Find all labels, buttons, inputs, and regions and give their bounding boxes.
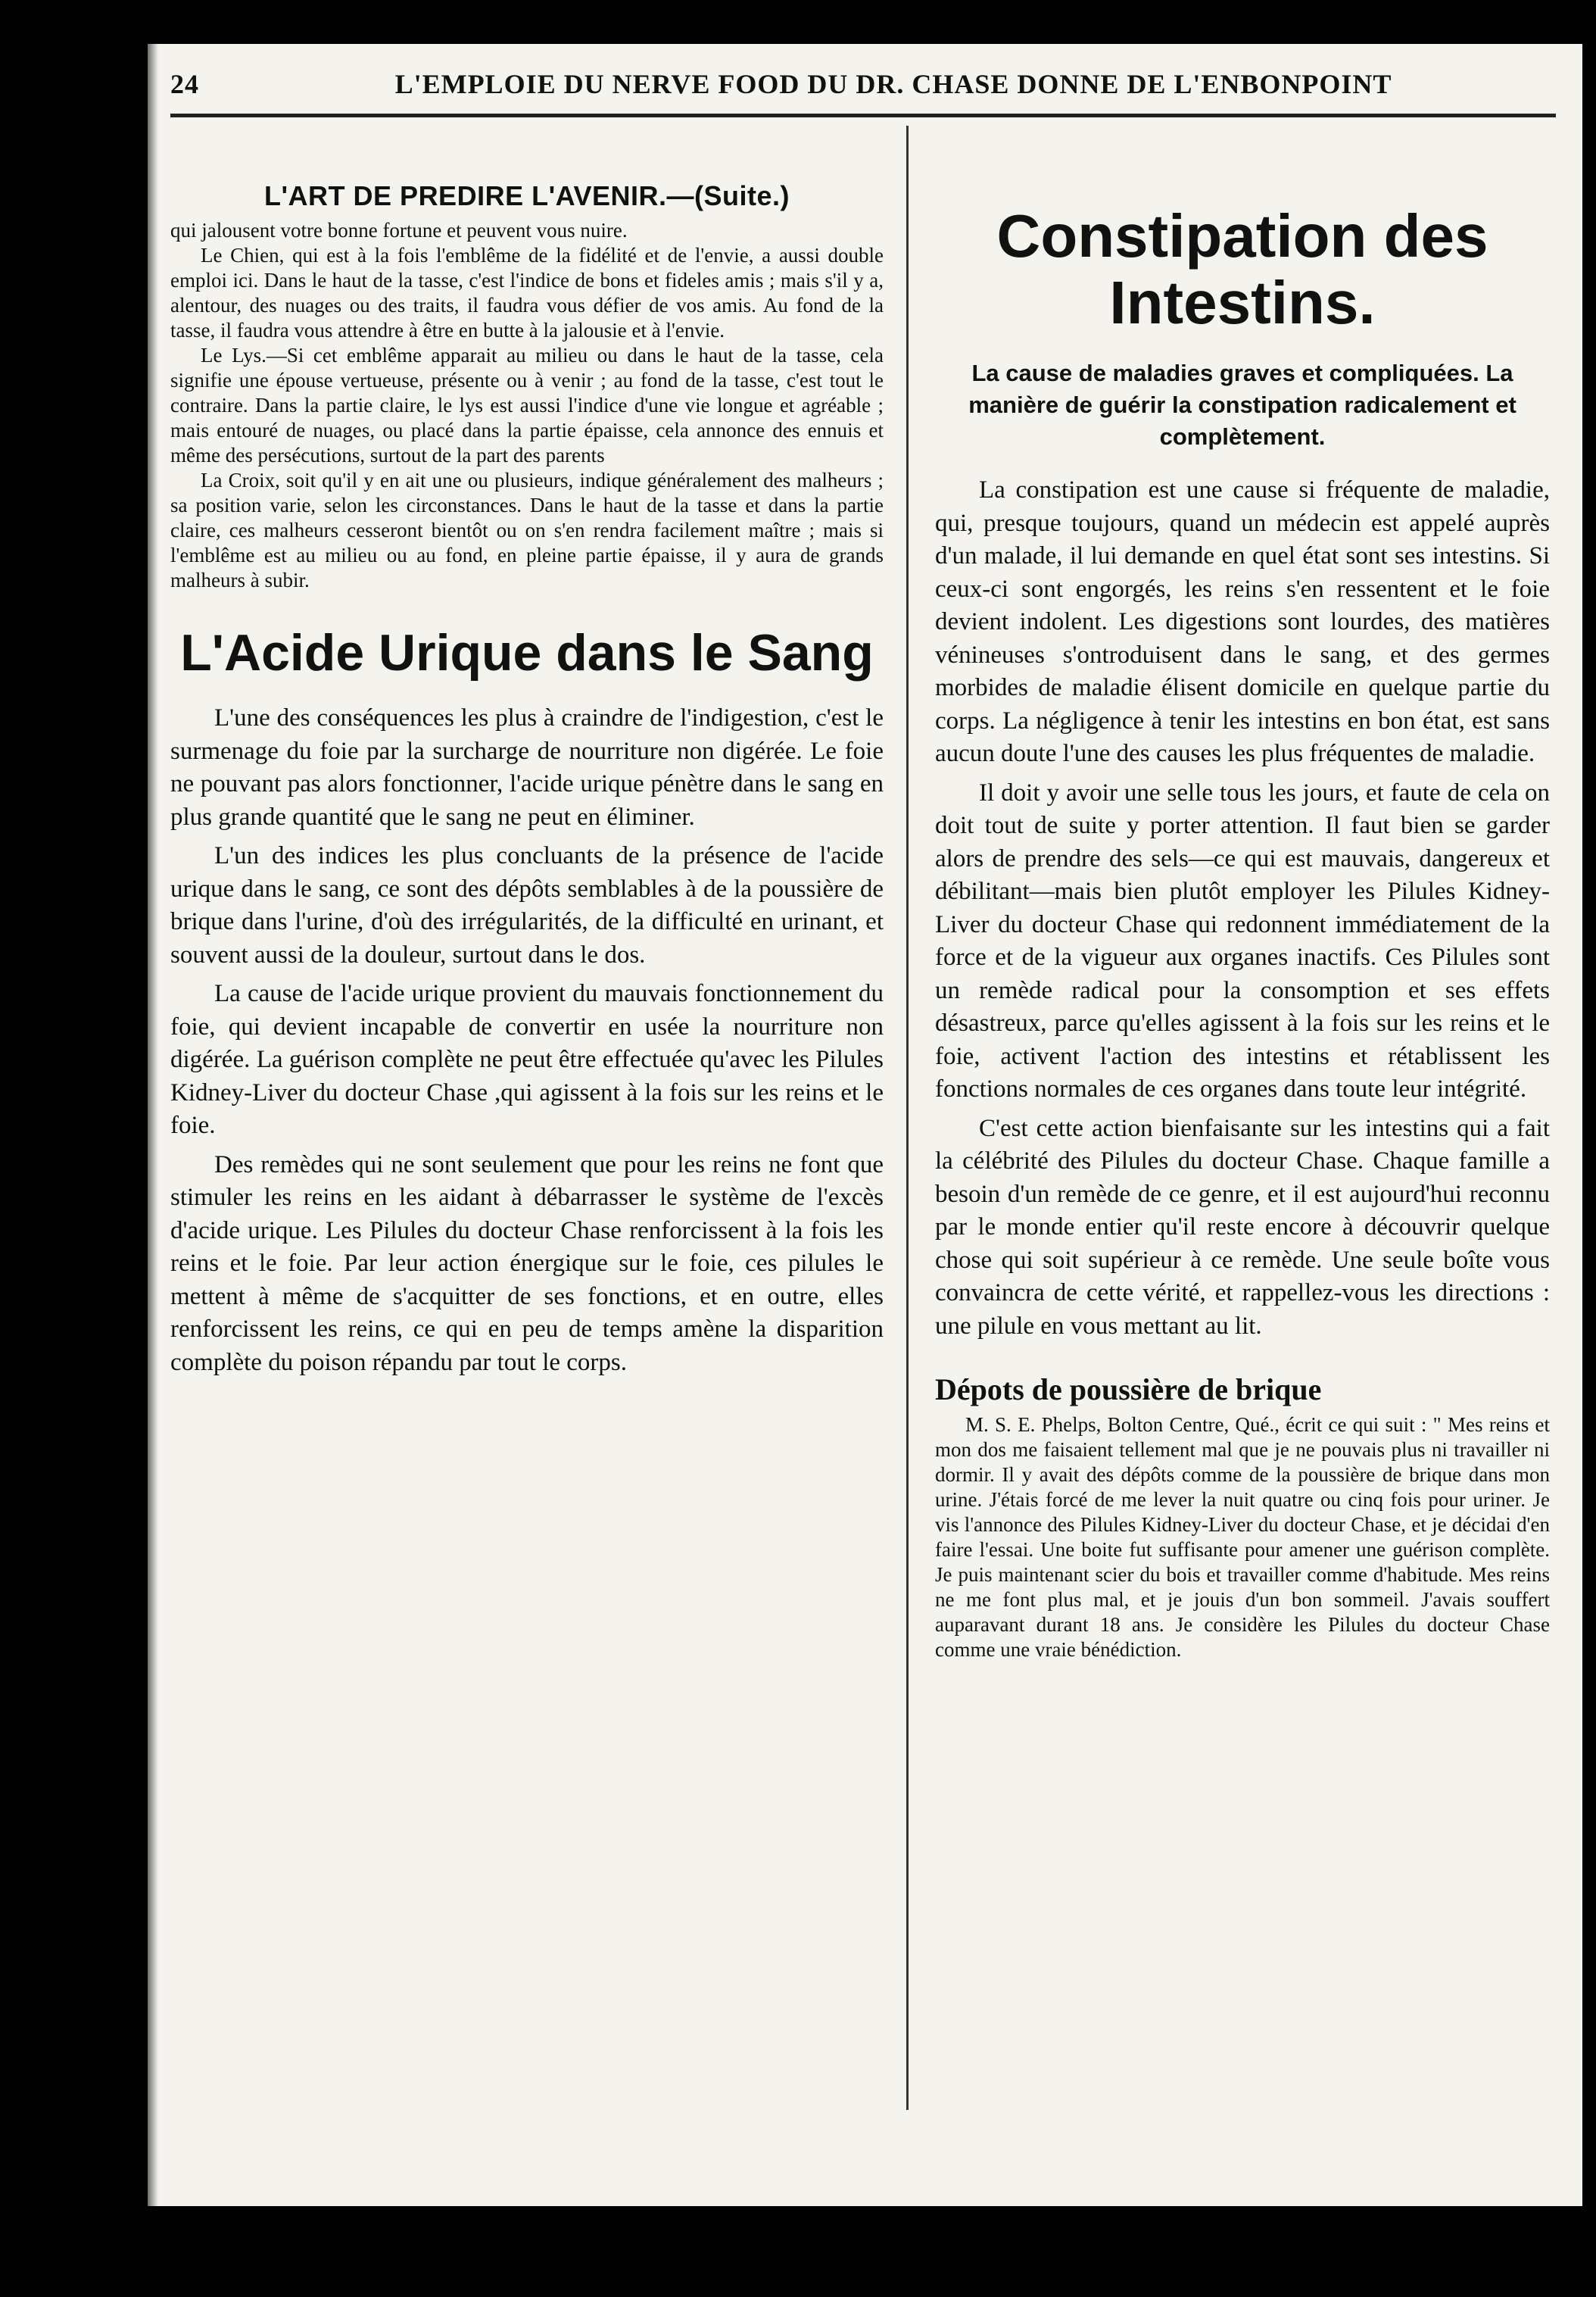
article-subtitle-constipation: La cause de maladies graves et compliquées. La manière de guérir la constipation radicalement et complètement.: [968, 360, 1517, 450]
article-body-constipation: [935, 474, 1550, 1343]
page-number: 24: [170, 69, 199, 99]
continuation-paragraph: qui jalousent votre bonne fortune et peuvent vous nuire.: [170, 219, 628, 242]
article-paragraph: C'est cette action bienfaisante sur les intestins qui a fait la célébrité des Pilules du docteur Chase. Chaque famille a besoin d'un remède de ce genre, et il est aujourd'hui reconnu par le monde entier qu'il reste encore à découvrir quelque chose qui soit supérieur à ce remède. Une seule boîte vous convaincra de cette vérité, et rappellez-vous les directions : une pilule en vous mettant au lit.: [935, 1114, 1550, 1340]
article-title-constipation: Constipation des Intestins.: [996, 202, 1488, 336]
header-rule: [170, 114, 1556, 117]
running-head: [170, 68, 1556, 100]
article-paragraph: L'un des indices les plus concluants de la présence de l'acide urique dans le sang, ce sont des dépôts semblables à de la poussière de brique dans l'urine, d'où des irrégularités, de la difficulté en urinant, et souvent aussi de la douleur, surtout dans le dos.: [170, 842, 884, 969]
testimonial-paragraph: M. S. E. Phelps, Bolton Centre, Qué., écrit ce qui suit : " Mes reins et mon dos me faisaient tellement mal que je ne pouvais plus ni travailler ni dormir. Il y avait des dépôts comme de la poussière de brique dans mon urine. J'étais forcé de me lever la nuit quatre ou cinq fois pour uriner. Je vis l'annonce des Pilules Kidney-Liver du docteur Chase, et je décidai d'en faire l'essai. Une boite fut suffisante pour amener une guérison complète. Je puis maintenant scier du bois et travailler comme d'habitude. Mes reins ne me font plus mal, et je jouis d'un bon sommeil. J'avais souffert auparavant durant 18 ans. Je considère les Pilules du docteur Chase comme une vraie bénédiction.: [935, 1413, 1550, 1661]
left-column: [170, 127, 884, 1385]
article-title-acide-urique: L'Acide Urique dans le Sang: [180, 624, 874, 682]
testimonial-text: [935, 1412, 1550, 1662]
scan-border-right: [1582, 0, 1596, 2297]
article-body-acide-urique: [170, 702, 884, 1379]
newspaper-page: [148, 44, 1582, 2206]
continuation-paragraph: La Croix, soit qu'il y en ait une ou plusieurs, indique généralement des malheurs ; sa position varie, selon les circonstances. Dans le haut de la tasse et dans la partie claire, ces malheurs cesseront bientôt ou on s'en rendra facilement maître ; mais si l'emblême est au milieu ou au fond, en pleine partie épaisse, il y aura de grands malheurs à subir.: [170, 469, 884, 591]
continuation-title: L'ART DE PREDIRE L'AVENIR.—(Suite.): [264, 180, 790, 211]
running-head-title: L'EMPLOIE DU NERVE FOOD DU DR. CHASE DONNE DE L'ENBONPOINT: [394, 69, 1392, 99]
column-divider: [906, 126, 909, 2110]
continuation-text: [170, 218, 884, 593]
continuation-paragraph: Le Lys.—Si cet emblême apparait au milieu ou dans le haut de la tasse, cela signifie une épouse vertueuse, présente ou à venir ; au fond de la tasse, c'est tout le contraire. Dans la partie claire, le lys est aussi l'indice d'une vie longue et agréable ; mais entouré de nuages, ou placé dans la partie épaisse, cela annonce des ennuis et même des persécutions, surtout de la part des parents: [170, 344, 884, 467]
article-paragraph: La constipation est une cause si fréquente de maladie, qui, presque toujours, quand un médecin est appelé auprès d'un malade, il lui demande en quel état sont ses intestins. Si ceux-ci sont engorgés, les reins s'en ressentent et le foie devient indolent. Les digestions sont lourdes, des matières vénineuses s'ontroduisent dans le sang, et des germes morbides de maladie élisent domicile en quelque partie du corps. La négligence à tenir les intestins en bon état, est sans aucun doute l'une des causes les plus fréquentes de maladie.: [935, 476, 1550, 767]
article-paragraph: La cause de l'acide urique provient du mauvais fonctionnement du foie, qui devient incapable de convertir en usée la nourriture non digérée. La guérison complète ne peut être effectuée qu'avec les Pilules Kidney-Liver du docteur Chase ,qui agissent à la fois sur les reins et le foie.: [170, 980, 884, 1139]
article-paragraph: L'une des conséquences les plus à craindre de l'indigestion, c'est le surmenage du foie par la surcharge de nourriture non digérée. Le foie ne pouvant pas alors fonctionner, l'acide urique pénètre dans le sang en plus grande quantité que le sang ne peut en éliminer.: [170, 704, 884, 831]
article-paragraph: Il doit y avoir une selle tous les jours, et faute de cela on doit tout de suite y porter attention. Il faut bien se garder alors de prendre des sels—ce qui est mauvais, dangereux et débilitant—mais bien plutôt employer les Pilules Kidney-Liver du docteur Chase qui redonnent immédiatement de la force et de la vigueur aux organes inactifs. Ces Pilules sont un remède radical pour la consomption et ses effets désastreux, parce qu'elles agissent à la fois sur les reins et le foie, activent l'action des intestins et rétablissent les fonctions normales de ces organes dans toute leur intégrité.: [935, 779, 1550, 1103]
right-column: [935, 127, 1550, 1662]
article-paragraph: Des remèdes qui ne sont seulement que pour les reins ne font que stimuler les reins en les aidant à débarrasser le système de l'excès d'acide urique. Les Pilules du docteur Chase renforcissent à la fois les reins et le foie. Par leur action énergique sur le foie, ces pilules le mettent à même de s'acquitter de ses fonctions, et en outre, elles renforcissent les reins, ce qui en peu de temps amène la disparition complète du poison répandu par tout le corps.: [170, 1150, 884, 1376]
scan-border-left: [0, 0, 148, 2297]
continuation-paragraph: Le Chien, qui est à la fois l'emblême de la fidélité et de l'envie, a aussi double emploi ici. Dans le haut de la tasse, c'est l'indice de bons et fideles amis ; mais s'il y a, alentour, des nuages ou des traits, il faudra vous défier de vos amis. Au fond de la tasse, il faudra vous attendre à être en butte à la jalousie et à l'envie.: [170, 244, 884, 342]
testimonial-title: Dépots de poussière de brique: [935, 1372, 1322, 1406]
